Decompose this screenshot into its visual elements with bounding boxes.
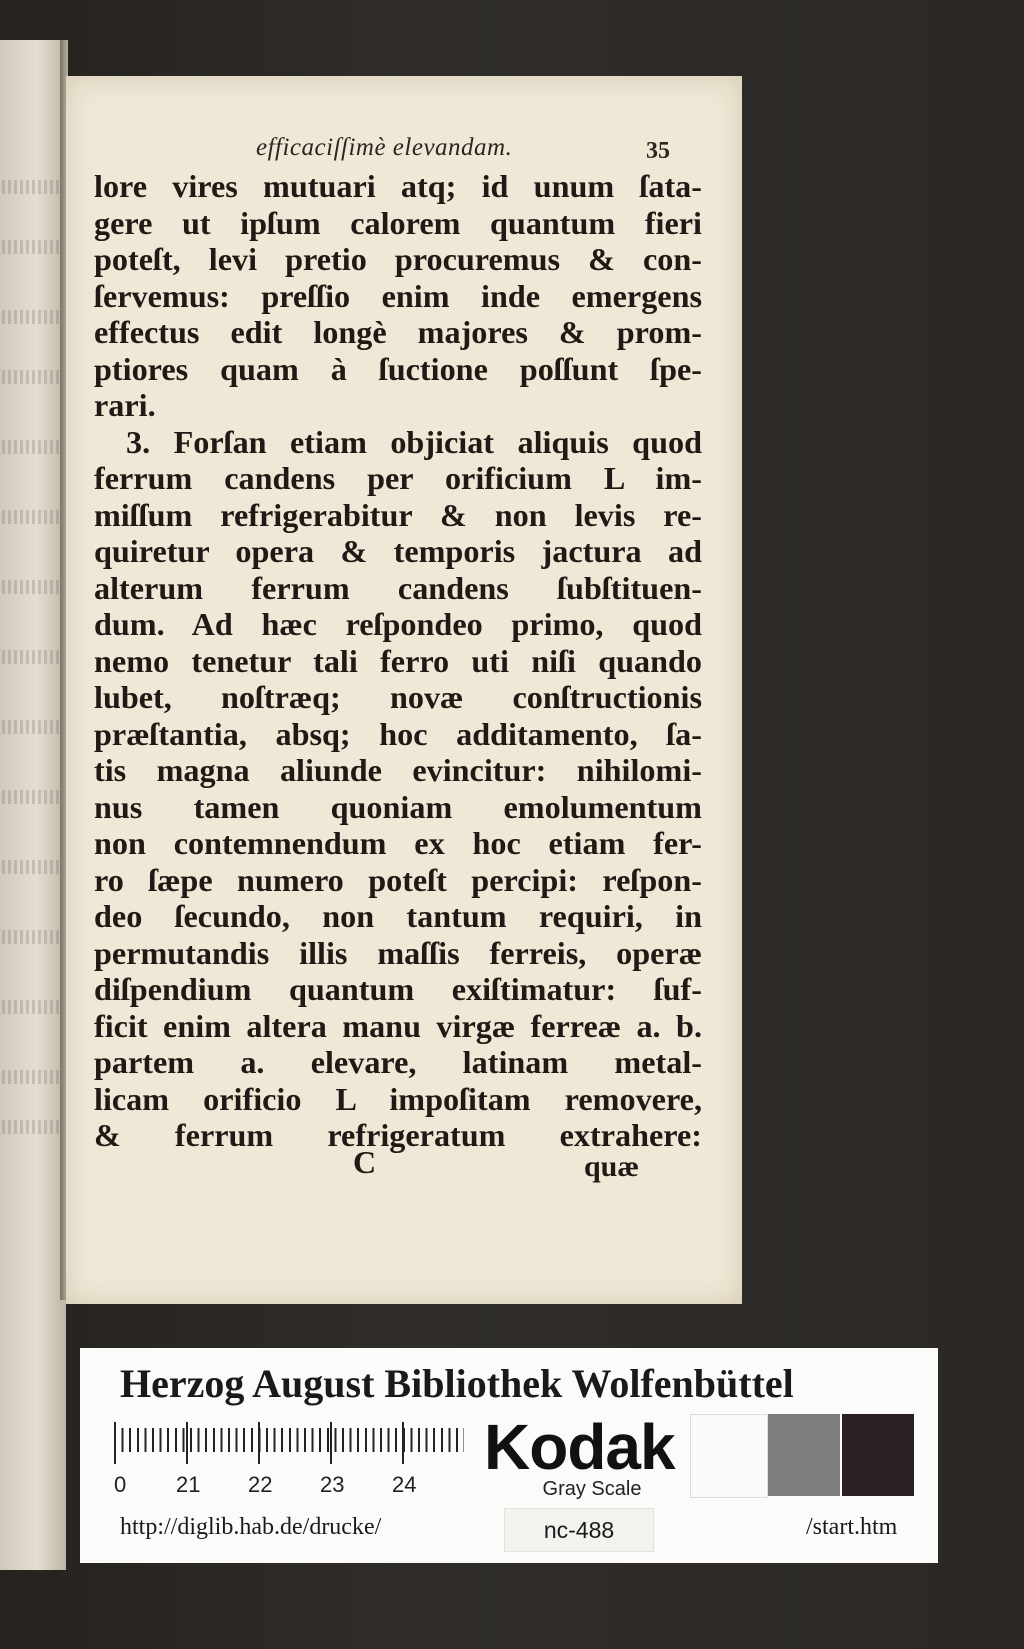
text-line: præſtantia, absq; hoc additamento, ſa- — [94, 715, 702, 752]
white-patch — [690, 1414, 768, 1498]
black-patch — [842, 1414, 914, 1496]
text-line: deo ſecundo, non tantum requiri, in — [94, 898, 702, 934]
text-line: quiretur opera & temporis jactura ad — [94, 533, 702, 569]
text-line: poteſt, levi pretio procuremus & con- — [94, 241, 702, 277]
text-line: ficit enim altera manu virgæ ferreæ a. b. — [94, 1007, 702, 1044]
text-line: ferrum candens per orificium L im- — [94, 460, 702, 496]
text-line: partem a. elevare, latinam metal- — [94, 1044, 702, 1080]
text-line: nemo tenetur tali ferro uti niſi quando — [94, 642, 702, 679]
url-left: http://diglib.hab.de/drucke/ — [120, 1514, 382, 1540]
ruler-number: 0 — [114, 1472, 127, 1497]
page-number: 35 — [646, 138, 670, 164]
ruler-major-tick — [258, 1422, 260, 1464]
gray-patch — [768, 1414, 840, 1496]
book-page — [66, 76, 742, 1304]
text-line: nus tamen quoniam emolumentum — [94, 788, 702, 825]
gray-scale-label: Gray Scale — [542, 1478, 642, 1500]
text-line: 3. Forſan etiam objiciat aliquis quod — [126, 423, 702, 460]
text-line: permutandis illis maſſis ferreis, operæ — [94, 934, 702, 971]
catchword: quæ — [584, 1150, 640, 1183]
text-line: miſſum refrigerabitur & non levis re- — [94, 496, 702, 533]
body-text — [94, 168, 702, 1154]
text-line: alterum ferrum candens ſubſtituen- — [94, 569, 702, 606]
text-line: lore vires mutuari atq; id unum ſata- — [94, 168, 702, 204]
text-line: tis magna aliunde evincitur: nihilomi- — [94, 752, 702, 788]
measurement-ruler — [114, 1422, 464, 1498]
text-line: diſpendium quantum exiſtimatur: ſuf- — [94, 971, 702, 1007]
text-line: ſervemus: preſſio enim inde emergens — [94, 277, 702, 314]
ruler-number: 24 — [392, 1472, 417, 1497]
text-line: ptiores quam à ſuctione poſſunt ſpe- — [94, 350, 702, 387]
ruler-number: 23 — [320, 1472, 345, 1497]
text-line: ro ſæpe numero poteſt percipi: reſpon- — [94, 861, 702, 898]
text-line: rari. — [94, 387, 156, 423]
kodak-logo: Kodak — [484, 1411, 675, 1483]
ruler-major-tick — [186, 1422, 188, 1464]
text-line: licam orificio L impoſitam removere, — [94, 1080, 702, 1117]
url-id: nc-488 — [504, 1508, 654, 1552]
ruler-major-tick — [114, 1422, 116, 1464]
signature-mark: C — [353, 1144, 377, 1180]
ruler-number: 21 — [176, 1472, 201, 1497]
library-name: Herzog August Bibliothek Wolfenbüttel — [120, 1361, 794, 1406]
ruler-major-tick — [330, 1422, 332, 1464]
text-line: lubet, noſtræq; novæ conſtructionis — [94, 679, 702, 715]
url-right: /start.htm — [806, 1514, 898, 1540]
running-head: efficaciſſimè elevandam. — [256, 134, 513, 161]
ruler-ticks — [114, 1428, 464, 1452]
text-line: non contemnendum ex hoc etiam fer- — [94, 825, 702, 861]
text-line: gere ut ipſum calorem quantum fieri — [94, 204, 702, 241]
adjacent-page-edge — [0, 40, 66, 1570]
text-line: & ferrum refrigeratum extrahere: — [94, 1117, 702, 1153]
ruler-major-tick — [402, 1422, 404, 1464]
ruler-number: 22 — [248, 1472, 273, 1497]
text-line: effectus edit longè majores & prom- — [94, 314, 702, 350]
text-line: dum. Ad hæc reſpondeo primo, quod — [94, 606, 702, 642]
calibration-card — [80, 1348, 938, 1563]
